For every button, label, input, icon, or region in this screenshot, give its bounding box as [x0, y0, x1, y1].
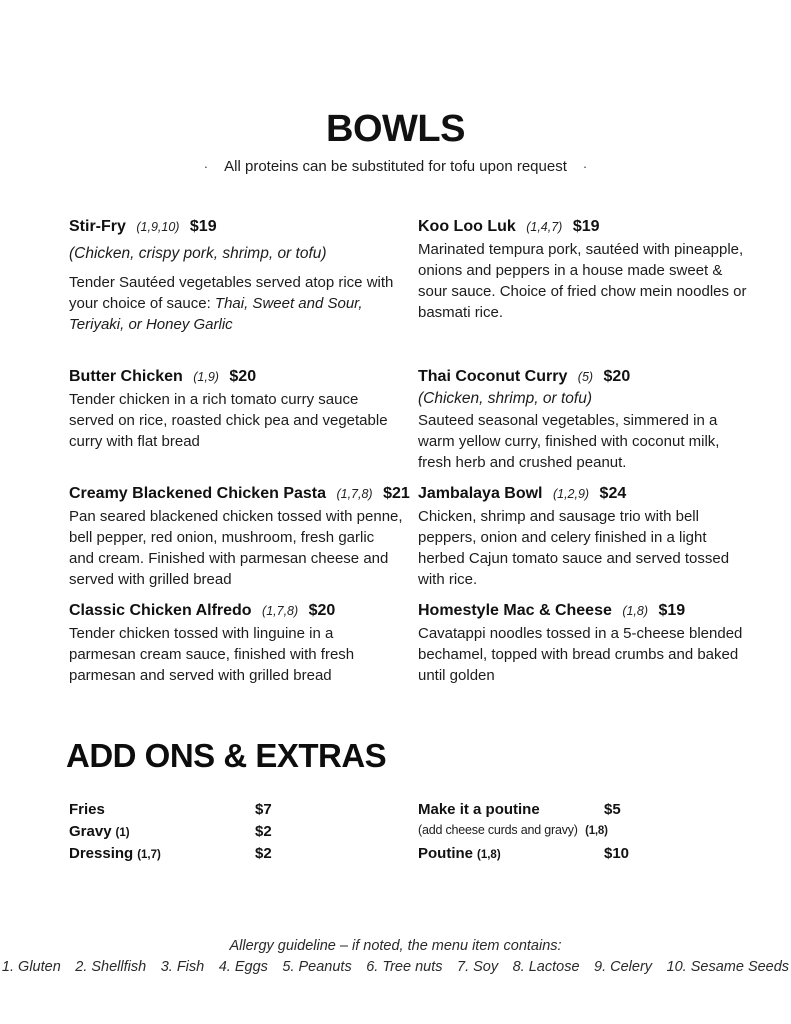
addon-name: Gravy (1) [69, 823, 130, 840]
addons-section-title: ADD ONS & EXTRAS [66, 737, 387, 774]
allergy-guideline-text: Allergy guideline – if noted, the menu item contains: [229, 938, 562, 954]
item-price: $19 [189, 218, 217, 235]
item-description: Sauteed seasonal vegetables, simmered in a warm yellow curry, finished with coconut milk, fresh herb and crushed peanut. [418, 412, 720, 471]
item-description: Tender chicken tossed with linguine in a parmesan cream sauce, finished with fresh parmesan and served with grilled bread [69, 625, 355, 684]
addon-row-gravy [69, 823, 409, 845]
item-description: Cavatappi noodles tossed in a 5-cheese blended bechamel, topped with bread crumbs and baked until golden [418, 625, 743, 684]
addon-price: $5 [604, 801, 621, 818]
addon-allergens: (1,8) [585, 825, 608, 837]
addon-price: $2 [255, 823, 272, 840]
item-options: (Chicken, shrimp, or tofu) [418, 390, 592, 407]
item-price: $20 [308, 602, 336, 619]
item-price: $20 [229, 368, 257, 385]
item-header [418, 366, 752, 388]
item-allergens: (1,7,8) [262, 604, 299, 618]
item-name: Jambalaya Bowl [418, 485, 543, 502]
item-header [69, 600, 403, 622]
item-allergens: (1,9,10) [136, 220, 180, 234]
subtitle-right-dot: · [582, 159, 588, 174]
addons-left-list [69, 801, 409, 867]
item-price: $19 [572, 218, 600, 235]
addon-allergens: (1,7) [137, 849, 161, 861]
menu-item-butter-chicken [69, 366, 403, 452]
item-description: Tender chicken in a rich tomato curry sauce served on rice, roasted chick pea and vegetable curry with flat bread [69, 391, 388, 450]
item-header [418, 483, 752, 505]
menu-item-koo-loo-luk [418, 216, 752, 323]
menu-item-stir-fry [69, 216, 403, 335]
item-allergens: (5) [577, 370, 594, 384]
subtitle-left-dot: · [203, 159, 209, 174]
page-subtitle [0, 158, 791, 175]
item-header [69, 483, 410, 505]
addon-allergens: (1) [115, 827, 130, 839]
allergy-footer [0, 936, 791, 978]
item-header [418, 600, 752, 622]
addon-name: Dressing (1,7) [69, 845, 161, 862]
item-description: Tender Sautéed vegetables served atop rice with your choice of sauce: Thai, Sweet and Sour, Teriyaki, or Honey Garlic [69, 274, 394, 333]
allergen-legend: 1. Gluten 2. Shellfish 3. Fish 4. Eggs 5. Peanuts 6. Tree nuts 7. Soy 8. Lactose 9. Celery 10. Sesame Seeds [1, 959, 790, 975]
addon-note: (add cheese curds and gravy) (1,8) [418, 823, 608, 837]
menu-item-homestyle-mac-cheese [418, 600, 752, 686]
item-description: Chicken, shrimp and sausage trio with bell peppers, onion and celery finished in a light herbed Cajun tomato sauce and served tossed with rice. [418, 508, 730, 588]
menu-item-thai-coconut-curry [418, 366, 752, 473]
subtitle-text: All proteins can be substituted for tofu upon request [224, 158, 567, 175]
addon-allergens: (1,8) [477, 849, 501, 861]
addon-row-make-it-a-poutine [418, 801, 758, 823]
item-name: Thai Coconut Curry [418, 368, 568, 385]
item-name: Homestyle Mac & Cheese [418, 602, 612, 619]
addon-row-poutine-note [418, 823, 758, 845]
item-name: Stir-Fry [69, 218, 126, 235]
item-header [69, 216, 403, 238]
item-name: Creamy Blackened Chicken Pasta [69, 485, 327, 502]
item-allergens: (1,8) [622, 604, 649, 618]
item-price: $21 [383, 485, 410, 502]
item-allergens: (1,2,9) [552, 487, 590, 501]
addon-name: Make it a poutine [418, 801, 540, 818]
item-description: Marinated tempura pork, sautéed with pineapple, onions and peppers in a house made sweet & sour sauce. Choice of fried chow mein noodles or basmati rice. [418, 241, 747, 321]
item-name: Classic Chicken Alfredo [69, 602, 252, 619]
addon-price: $10 [604, 845, 630, 862]
item-header [69, 366, 403, 388]
addon-row-dressing [69, 845, 409, 867]
addons-right-list [418, 801, 758, 867]
item-price: $24 [599, 485, 627, 502]
addon-name: Poutine (1,8) [418, 845, 501, 862]
item-name: Koo Loo Luk [418, 218, 516, 235]
addon-price: $7 [255, 801, 272, 818]
addon-name: Fries [69, 801, 105, 818]
menu-item-jambalaya-bowl [418, 483, 752, 590]
item-price: $19 [658, 602, 686, 619]
page-title: BOWLS [326, 108, 465, 150]
item-header [418, 216, 752, 238]
addon-row-fries [69, 801, 409, 823]
addon-price: $2 [255, 845, 272, 862]
item-allergens: (1,4,7) [526, 220, 563, 234]
item-name: Butter Chicken [69, 368, 183, 385]
item-allergens: (1,9) [193, 370, 219, 384]
menu-item-classic-chicken-alfredo [69, 600, 403, 686]
item-price: $20 [603, 368, 631, 385]
addon-row-poutine [418, 845, 758, 867]
menu-item-creamy-blackened-chicken-pasta [69, 483, 410, 590]
item-allergens: (1,7,8) [336, 487, 373, 501]
item-options: (Chicken, crispy pork, shrimp, or tofu) [69, 245, 327, 262]
item-description: Pan seared blackened chicken tossed with penne, bell pepper, red onion, mushroom, fresh garlic and cream. Finished with parmesan cheese and served with grilled bread [69, 508, 403, 588]
